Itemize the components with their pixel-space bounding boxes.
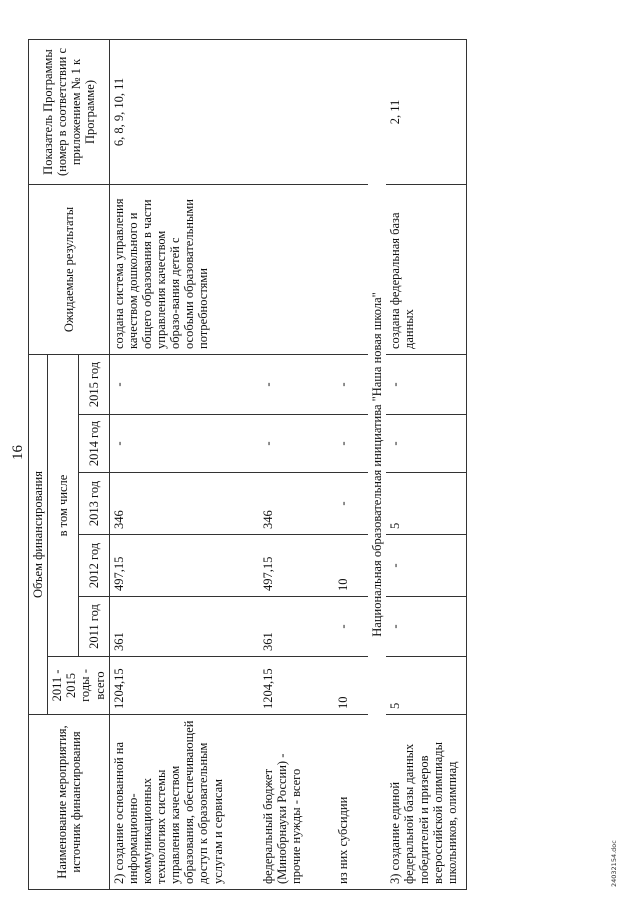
- header-2015: 2015 год: [78, 355, 109, 415]
- table-row: [386, 40, 466, 890]
- header-funding: Объем финансирования: [29, 355, 48, 715]
- header-results: Ожидаемые результаты: [29, 185, 110, 355]
- cell-total: 10: [334, 657, 368, 715]
- cell-2012: -: [386, 535, 466, 597]
- cell-2015: -: [334, 355, 368, 415]
- file-stamp: 24032154.doc: [610, 840, 618, 887]
- cell-indicator: [334, 40, 368, 185]
- cell-2013: -: [334, 473, 368, 535]
- cell-2012: 497,15: [259, 535, 334, 597]
- table-row: [109, 40, 259, 890]
- header-2012: 2012 год: [78, 535, 109, 597]
- cell-2015: -: [259, 355, 334, 415]
- page-number: 16: [10, 445, 26, 460]
- header-2014: 2014 год: [78, 415, 109, 473]
- header-including: в том числе: [48, 355, 79, 657]
- cell-2013: 5: [386, 473, 466, 535]
- cell-2014: -: [386, 415, 466, 473]
- cell-2011: -: [334, 597, 368, 657]
- cell-indicator: 2, 11: [386, 40, 466, 185]
- cell-2011: 361: [259, 597, 334, 657]
- cell-total: 5: [386, 657, 466, 715]
- cell-2013: 346: [109, 473, 259, 535]
- header-name: Наименование мероприятия, источник финансирования: [29, 715, 110, 890]
- cell-2014: -: [109, 415, 259, 473]
- cell-name: из них субсидии: [334, 715, 368, 890]
- section-row: [368, 40, 386, 890]
- cell-2015: -: [109, 355, 259, 415]
- header-2011: 2011 год: [78, 597, 109, 657]
- cell-indicator: 6, 8, 9, 10, 11: [109, 40, 259, 185]
- cell-name: 2) создание основанной на информационно-коммуникационных технологиях системы управления качеством образования, обеспечивающей доступ к образовательным услугам и сервисам: [109, 715, 259, 890]
- cell-indicator: [259, 40, 334, 185]
- header-2013: 2013 год: [78, 473, 109, 535]
- cell-2012: 497,15: [109, 535, 259, 597]
- cell-2014: -: [334, 415, 368, 473]
- table-row: [334, 40, 368, 890]
- cell-2015: -: [386, 355, 466, 415]
- cell-result: создана федеральная база данных: [386, 185, 466, 355]
- cell-total: 1204,15: [109, 657, 259, 715]
- table-row: [259, 40, 334, 890]
- cell-name: федеральный бюджет (Минобрнауки России) - прочие нужды - всего: [259, 715, 334, 890]
- cell-result: [259, 185, 334, 355]
- cell-2014: -: [259, 415, 334, 473]
- cell-result: [334, 185, 368, 355]
- cell-name: 3) создание единой федеральной базы данных победителей и призеров всероссийской олимпиады школьников, олимпиад: [386, 715, 466, 890]
- header-indicator: Показатель Программы (номер в соответствии с приложением № 1 к Программе): [29, 40, 110, 185]
- cell-2011: 361: [109, 597, 259, 657]
- cell-result: создана система управления качеством дошкольного и общего образования в части управления качеством образо-вания детей с особыми образовательными потребностями: [109, 185, 259, 355]
- cell-2013: 346: [259, 473, 334, 535]
- cell-2011: -: [386, 597, 466, 657]
- section-title: Национальная образовательная инициатива "Наша новая школа": [368, 40, 386, 890]
- cell-total: 1204,15: [259, 657, 334, 715]
- funding-table: [28, 39, 467, 890]
- header-total: 2011 - 2015 годы - всего: [48, 657, 110, 715]
- cell-2012: 10: [334, 535, 368, 597]
